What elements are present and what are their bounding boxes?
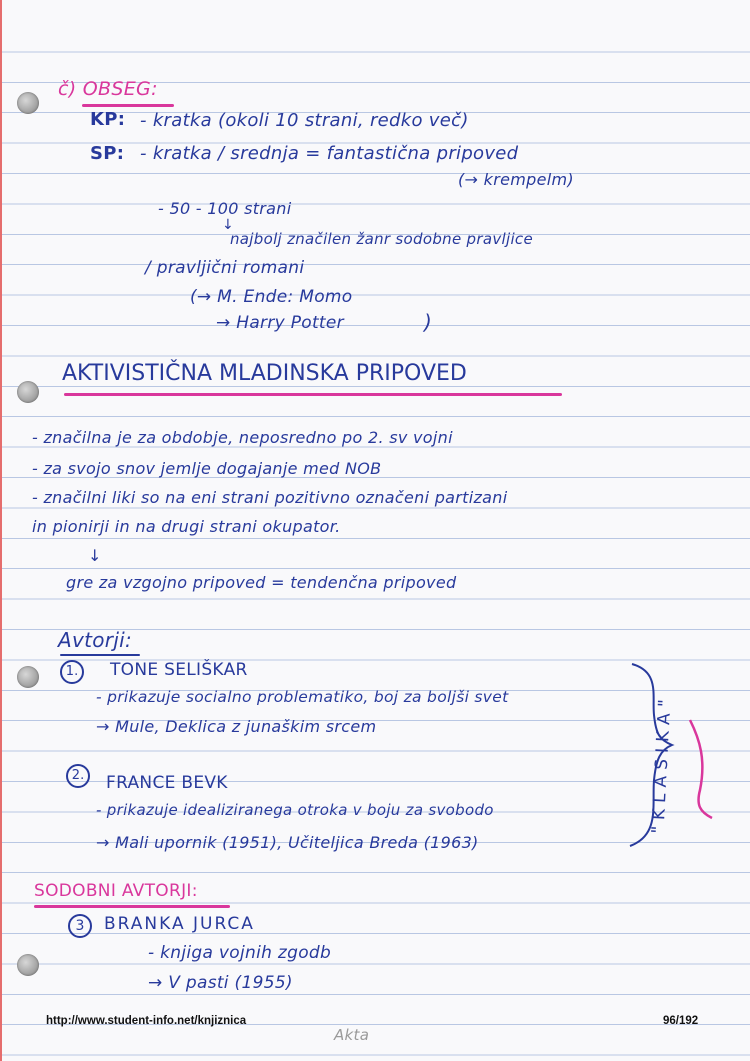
aktivisticna-line-4: in pionirji in na drugi strani okupator. — [32, 517, 341, 536]
footer-url[interactable]: http://www.student-info.net/knjiznica — [46, 1015, 247, 1027]
kp-label: KP: — [90, 109, 126, 130]
author-line-a: - prikazuje socialno problematiko, boj za boljši svet — [96, 688, 509, 706]
author-number-badge: 3 — [68, 914, 92, 938]
author-line-a: - knjiga vojnih zgodb — [148, 943, 332, 963]
example-harry-potter: → Harry Potter — [216, 313, 344, 333]
aktivisticna-line-3: - značilni liki so na eni strani pozitivno označeni partizani — [32, 488, 508, 507]
author-number-badge: 1. — [60, 660, 84, 684]
author-line-b: → Mule, Deklica z junaškim srcem — [96, 717, 377, 736]
arrow-down-icon: ↓ — [222, 217, 235, 233]
author-number-badge: 2. — [66, 764, 90, 788]
genre-text: najbolj značilen žanr sodobne pravljice — [230, 230, 533, 248]
page-number: 96/192 — [663, 1015, 699, 1027]
author-line-b: → Mali upornik (1951), Učiteljica Breda (1963) — [96, 833, 479, 852]
author-name: TONE SELIŠKAR — [110, 660, 248, 680]
author-name: BRANKA JURCA — [104, 914, 255, 934]
example-momo: (→ M. Ende: Momo — [190, 287, 353, 307]
obseg-heading: č) OBSEG: — [58, 78, 158, 100]
aktivisticna-line-5: gre za vzgojno pripoved = tendenčna pripoved — [66, 573, 457, 592]
sodobni-heading: SODOBNI AVTORJI: — [34, 881, 198, 901]
arrow-down-icon: ↓ — [88, 546, 102, 565]
pages-text: - 50 - 100 strani — [158, 199, 292, 218]
avtorji-heading: Avtorji: — [58, 628, 133, 652]
example-close-paren: ) — [424, 310, 433, 334]
aktivisticna-heading: AKTIVISTIČNA MLADINSKA PRIPOVED — [62, 361, 467, 386]
sodobni-underline — [34, 905, 230, 908]
aktivisticna-line-1: - značilna je za obdobje, neposredno po 2. sv vojni — [32, 428, 453, 447]
sp-label: SP: — [90, 143, 125, 164]
author-line-a: - prikazuje idealiziranega otroka v boju za svobodo — [96, 801, 494, 819]
author-name: FRANCE BEVK — [106, 773, 228, 793]
fairy-novels-text: / pravljični romani — [145, 258, 305, 278]
kp-text: - kratka (okoli 10 strani, redko več) — [140, 110, 469, 131]
sp-example: (→ krempelm) — [458, 170, 574, 189]
author-line-b: → V pasti (1955) — [148, 973, 293, 993]
sp-text: - kratka / srednja = fantastična pripoved — [140, 143, 519, 164]
klasika-label: " K L A S I K A " — [648, 698, 676, 835]
brand-watermark: Akta — [334, 1026, 370, 1044]
aktivisticna-line-2: - za svojo snov jemlje dogajanje med NOB — [32, 459, 382, 478]
